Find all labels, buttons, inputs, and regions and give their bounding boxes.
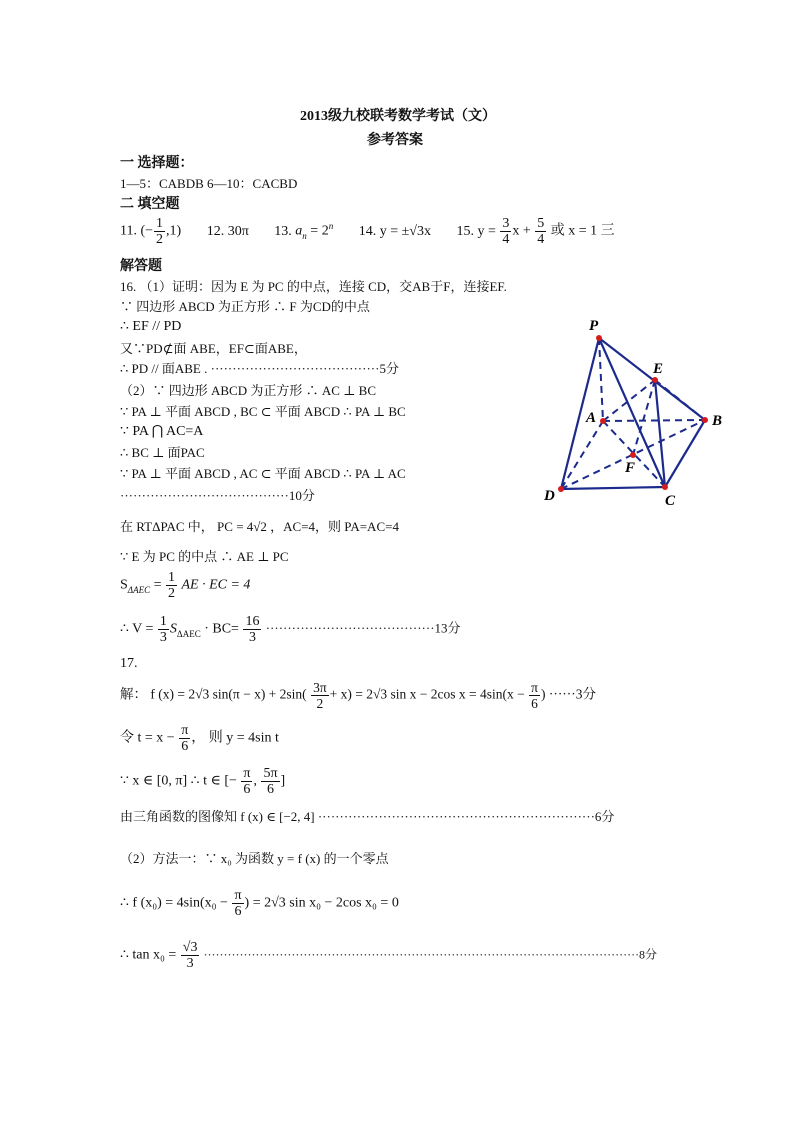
l37-frac: [232, 888, 243, 919]
l30-sub: ΔAEC: [176, 628, 201, 639]
l34-c: ]: [280, 773, 286, 789]
l29-den: 2: [167, 586, 175, 601]
q15-den2: 4: [537, 232, 545, 247]
line-23: ∵ PA ⋂ AC=A: [120, 424, 204, 439]
l34-num2: 5π: [263, 766, 278, 781]
l29-frac: [166, 570, 177, 601]
q15-mid: x +: [512, 223, 531, 239]
edge-DC: [561, 487, 665, 489]
l30-num1: 1: [159, 614, 167, 629]
line-17: ∵ 四边形 ABCD 为正方形 ∴ F 为CD的中点: [120, 299, 370, 314]
q13-sub: n: [302, 230, 307, 241]
l38-a: ∴ tan x₀ =: [120, 947, 177, 963]
label-C: C: [665, 493, 676, 509]
l32-frac2: [529, 680, 540, 711]
l30-dots: ·······································13分: [262, 620, 461, 636]
l34-num1: π: [243, 766, 251, 781]
pyramid-figure: [535, 312, 735, 512]
l33-a: 令 t = x −: [120, 730, 175, 746]
edge-AB: [603, 420, 705, 421]
l32-den2: 6: [531, 696, 538, 711]
line-19: 又∵PD⊄面 ABE，EF⊂面ABE，: [120, 341, 307, 356]
l30-frac1: [158, 614, 169, 645]
l29-rest: AE · EC = 4: [181, 577, 251, 593]
l30-frac2: [243, 614, 261, 645]
line-24: ∴ BC ⊥ 面PAC: [120, 445, 205, 460]
point-P: [596, 335, 602, 341]
l30-s: S: [169, 621, 177, 637]
line-35: 由三角函数的图像知 f (x) ∈ [−2, 4] ································································6分: [120, 809, 615, 824]
line-31: 17.: [120, 656, 138, 671]
edge-EC: [655, 380, 665, 487]
l34-a: ∵ x ∈ [0, π] ∴ t ∈ [−: [120, 773, 237, 789]
l37-b: ) = 2√3 sin x₀ − 2cos x₀ = 0: [244, 895, 399, 911]
l38-dots: ·············································································································8分: [200, 947, 658, 962]
line-30: [120, 614, 461, 645]
q15-num1: 3: [502, 216, 510, 231]
line-22: ∵ PA ⊥ 平面 ABCD , BC ⊂ 平面 ABCD ∴ PA ⊥ BC: [120, 404, 406, 419]
point-E: [652, 377, 658, 383]
q15-den1: 4: [502, 232, 510, 247]
point-F: [630, 452, 636, 458]
section-fill-heading: 二 填空题: [120, 197, 180, 212]
label-F: F: [625, 460, 636, 476]
l32-a: 解： f (x) = 2√3 sin(π − x) + 2sin(: [120, 686, 307, 702]
l29-num: 1: [167, 570, 175, 585]
section-solve-heading: 解答题: [120, 259, 162, 274]
q15-frac2: [535, 216, 546, 247]
line-21: （2）∵ 四边形 ABCD 为正方形 ∴ AC ⊥ BC: [120, 383, 376, 398]
point-D: [558, 486, 564, 492]
q15-frac1: [500, 216, 511, 247]
l38-num: √3: [182, 940, 198, 955]
line-25: ∵ PA ⊥ 平面 ABCD , AC ⊂ 平面 ABCD ∴ PA ⊥ AC: [120, 466, 406, 481]
q11-label: 11.: [120, 223, 137, 239]
edge-EF: [633, 380, 655, 455]
l37-a: ∴ f (x₀) = 4sin(x₀ −: [120, 895, 228, 911]
q15-end: 或 x = 1 三: [547, 223, 615, 239]
l30-den1: 3: [159, 630, 167, 645]
l33-num: π: [181, 723, 189, 738]
l37-den: 6: [234, 904, 242, 919]
q15-num2: 5: [537, 216, 545, 231]
point-A: [600, 418, 606, 424]
label-D: D: [544, 488, 555, 504]
q11-open: (−: [140, 223, 154, 239]
line-34: [120, 766, 285, 797]
l30-a: ∴ V =: [120, 621, 154, 637]
l32-den1: 2: [316, 696, 324, 711]
l34-den1: 6: [243, 782, 251, 797]
page-title: 2013级九校联考数学考试（文）: [300, 109, 496, 124]
line-37: [120, 888, 399, 919]
l37-num: π: [234, 888, 242, 903]
page-subtitle: 参考答案: [367, 133, 423, 148]
l33-den: 6: [181, 739, 189, 754]
edge-PB: [599, 338, 705, 420]
l32-frac1: [311, 680, 329, 711]
line-28: ∵ E 为 PC 的中点 ∴ AE ⊥ PC: [120, 549, 289, 564]
line-27: 在 RTΔPAC 中， PC = 4√2 ，AC=4，则 PA=AC=4: [120, 519, 399, 534]
q11-close: ,1): [166, 223, 182, 239]
edge-AD: [561, 421, 603, 489]
point-B: [702, 417, 708, 423]
section-choice-heading: 一 选择题：: [120, 156, 194, 171]
l34-frac2: [261, 766, 279, 797]
l30-c: · BC=: [204, 621, 239, 637]
l29-s: S: [120, 577, 128, 593]
l30-den2: 3: [248, 630, 256, 645]
choice-answers: 1—5：CABDB 6—10：CACBD: [120, 176, 298, 191]
q13-label: 13.: [274, 223, 292, 239]
line-33: [120, 723, 279, 754]
l32-b: + x) = 2√3 sin x − 2cos x = 4sin(x −: [329, 686, 525, 702]
q14-answer: 14. y = ±√3x: [358, 223, 431, 239]
label-P: P: [589, 318, 599, 334]
edge-AE: [603, 380, 655, 421]
line-20: ∴ PD // 面ABE . ·······································5分: [120, 361, 399, 376]
point-C: [662, 484, 668, 490]
l30-num2: 16: [245, 614, 260, 629]
line-26: ·······································10分: [120, 488, 315, 503]
q13-eq: = 2: [310, 223, 329, 239]
l34-den2: 6: [267, 782, 274, 797]
l29-sub: ΔAEC: [127, 584, 151, 595]
l32-c: ) ······3分: [540, 686, 597, 702]
line-16: 16. （1）证明：因为 E 为 PC 的中点，连接 CD，交AB于F，连接EF.: [120, 279, 507, 294]
label-A: A: [586, 410, 597, 426]
l38-frac: [181, 940, 200, 971]
l34-b: ,: [253, 773, 257, 789]
line-36: （2）方法一：∵ x₀ 为函数 y = f (x) 的一个零点: [120, 851, 389, 866]
l38-den: 3: [186, 956, 194, 971]
q13-sup: n: [328, 220, 334, 231]
line-32: [120, 680, 596, 711]
l33-b: ， 则 y = 4sin t: [191, 730, 279, 746]
label-B: B: [712, 413, 723, 429]
q11-num: 1: [156, 216, 164, 231]
q13-a: a: [295, 223, 303, 239]
q15-label: 15. y =: [456, 223, 496, 239]
line-18: ∴ EF // PD: [120, 319, 182, 334]
fill-answers-row: [120, 216, 615, 247]
l29-eq: =: [153, 577, 162, 593]
l33-frac: [179, 723, 190, 754]
q12-answer: 12. 30π: [206, 223, 249, 239]
edge-PA: [599, 338, 603, 421]
l34-frac1: [241, 766, 252, 797]
q11-den: 2: [156, 232, 164, 247]
l32-num2: π: [531, 680, 538, 695]
line-38: [120, 940, 657, 971]
l32-num1: 3π: [313, 680, 327, 695]
q11-fraction: [154, 216, 165, 247]
label-E: E: [653, 361, 664, 377]
line-29: [120, 570, 250, 601]
